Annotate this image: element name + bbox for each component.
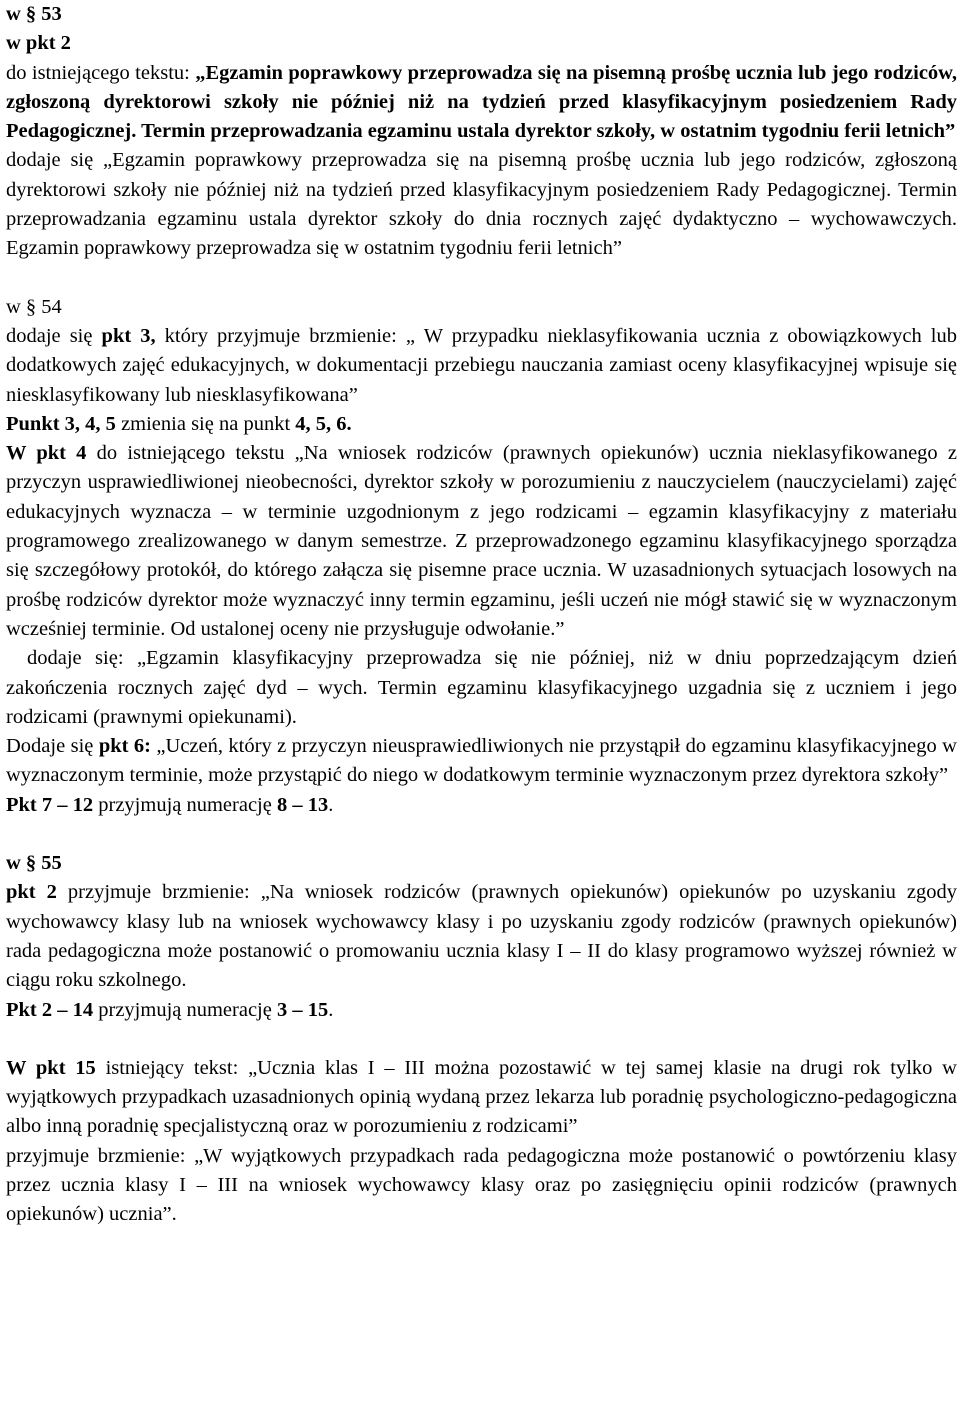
paragraph-pkt3 bbox=[6, 322, 957, 410]
paragraph-body: przyjmują numerację bbox=[93, 998, 277, 1021]
paragraph-body: . bbox=[328, 793, 334, 816]
section-heading: w § 55 bbox=[6, 852, 62, 875]
point-ref-bold: 8 – 13 bbox=[276, 793, 329, 816]
paragraph-pkt4 bbox=[6, 439, 957, 644]
paragraph-body: przyjmują numerację bbox=[93, 793, 277, 816]
paragraph-body: . bbox=[328, 998, 334, 1021]
paragraph-renumber-3 bbox=[6, 996, 957, 1025]
paragraph-body: „Uczeń, który z przyczyn nieusprawiedliwionych nie przystąpił do egzaminu klasyfikacyjnego w wyznaczonym terminie, może przystąpić do niego w dodatkowym terminie wyznaczonym przez dyrektora szkoły” bbox=[6, 735, 957, 787]
paragraph-body: zmienia się na punkt bbox=[115, 412, 296, 435]
section-53 bbox=[6, 0, 957, 59]
paragraph-body: „Ucznia klas I – III można pozostawić w tej samej klasie na drugi rok tylko w wyjątkowych przypadkach uzasadnionych opinią wydaną przez lekarza lub poradnię psychologiczno-pedagogiczna albo inną poradnię specjalistyczną oraz w porozumieniu z rodzicami” bbox=[6, 1056, 957, 1138]
paragraph-pkt2 bbox=[6, 878, 957, 995]
spacer bbox=[6, 820, 957, 849]
point-ref-bold: Punkt 3, 4, 5 bbox=[6, 412, 116, 435]
paragraph-new-wording bbox=[6, 1142, 957, 1230]
paragraph-body: „Egzamin poprawkowy przeprowadza się na pisemną prośbę ucznia lub jego rodziców, zgłoszoną dyrektorowi szkoły nie później niż na tydzień przed klasyfikacyjnym posiedzeniem Rady Pedagogicznej. Termin przeprowadzania egzaminu ustala dyrektor szkoły do dnia rocznych zajęć dydaktyczno – wychowawczych. Egzamin poprawkowy przeprowadza się w ostatnim tygodniu ferii letnich” bbox=[6, 149, 958, 260]
point-ref-bold: W pkt 15 bbox=[6, 1056, 96, 1079]
paragraph-body: dodaje się: „Egzamin klasyfikacyjny przeprowadza się nie później, niż w dniu poprzedzającym dzień zakończenia rocznych zajęć dyd – wych. Termin egzaminu klasyfikacyjnego uzgadnia się z uczniem i jego rodzicami (prawnymi opiekunami). bbox=[6, 647, 957, 728]
point-heading: w pkt 2 bbox=[6, 32, 71, 55]
spacer bbox=[6, 1025, 957, 1054]
paragraph-prefix: do istniejącego tekstu: bbox=[6, 61, 196, 84]
paragraph-body: do istniejącego tekstu „Na wniosek rodziców (prawnych opiekunów) ucznia nieklasyfikowanego z przyczyn usprawiedliwionej nieobecności, dyrektor szkoły w porozumieniu z nauczycielem (nauczycielami) zajęć edukacyjnych wyznacza – w terminie uzgodnionym z jego rodzicami – egzamin klasyfikacyjny z materiału programowego zrealizowanego w danym semestrze. Z przeprowadzonego egzaminu klasyfikacyjnego sporządza się szczegółowy protokół, do którego załącza się pisemne prace ucznia. W uzasadnionych sytuacjach losowych na prośbę rodziców dyrektor może wyznaczyć inny termin egzaminu, jeśli uczeń nie mógł stawić się w wyznaczonym wcześniej terminie. Od ustalonej oceny nie przysługuje odwołanie.” bbox=[6, 442, 957, 640]
point-ref-bold: pkt 3, bbox=[101, 324, 156, 347]
section-54-heading bbox=[6, 293, 957, 322]
paragraph-body: istniejący tekst: bbox=[95, 1056, 249, 1079]
paragraph-added-exam bbox=[6, 644, 957, 732]
point-ref-bold: 3 – 15 bbox=[276, 998, 329, 1021]
section-55-heading bbox=[6, 849, 957, 878]
paragraph-prefix: dodaje się bbox=[6, 149, 104, 172]
paragraph-renumber-2 bbox=[6, 791, 957, 820]
point-ref-bold: 4, 5, 6. bbox=[295, 412, 352, 435]
point-ref-bold: W pkt 4 bbox=[6, 442, 87, 465]
paragraph-pkt6 bbox=[6, 732, 957, 791]
paragraph-prefix: dodaje się bbox=[6, 324, 102, 347]
quoted-text-bold: „Egzamin poprawkowy przeprowadza się na pisemną prośbę ucznia lub jego rodziców, zgłoszoną dyrektorowi szkoły nie później niż na tydzień przed klasyfikacyjnym posiedzeniem Rady Pedagogicznej. Termin przeprowadzania egzaminu ustala dyrektor szkoły, w ostatnim tygodniu ferii letnich” bbox=[6, 61, 957, 143]
paragraph-body: przyjmuje brzmienie: „W wyjątkowych przypadkach rada pedagogiczna może postanowić o powtórzeniu klasy przez ucznia klasy I – III na wniosek wychowawcy klasy oraz po zasięgnięciu opinii rodziców (prawnych opiekunów) ucznia”. bbox=[6, 1144, 957, 1226]
paragraph-prefix: Dodaje się bbox=[6, 735, 99, 758]
paragraph-body: przyjmuje brzmienie: „Na wniosek rodziców (prawnych opiekunów) opiekunów po uzyskaniu zgody wychowawcy klasy lub na wniosek wychowawcy klasy i po uzyskaniu zgody rodziców (prawnych opiekunów) rada pedagogiczna może postanowić o promowaniu ucznia klasy I – II do klasy programowo wyższej również w ciągu roku szkolnego. bbox=[6, 881, 957, 992]
paragraph-pkt15 bbox=[6, 1054, 957, 1142]
section-heading: w § 53 bbox=[6, 3, 62, 25]
point-ref-bold: pkt 2 bbox=[6, 881, 57, 904]
point-ref-bold: Pkt 2 – 14 bbox=[6, 998, 94, 1021]
paragraph-existing-text bbox=[6, 59, 957, 147]
paragraph-body: który przyjmuje brzmienie: „ W przypadku nieklasyfikowania ucznia z obowiązkowych lub dodatkowych zajęć edukacyjnych, w dokumentacji przebiegu nauczania zamiast oceny klasyfikacyjnej wpisuje się niesklasyfikowany lub niesklasyfikowana” bbox=[6, 324, 957, 406]
point-ref-bold: Pkt 7 – 12 bbox=[6, 793, 94, 816]
paragraph-added-text bbox=[6, 146, 957, 263]
spacer bbox=[6, 264, 957, 293]
point-ref-bold: pkt 6: bbox=[98, 735, 151, 758]
section-heading: w § 54 bbox=[6, 295, 62, 318]
paragraph-renumber bbox=[6, 410, 957, 439]
